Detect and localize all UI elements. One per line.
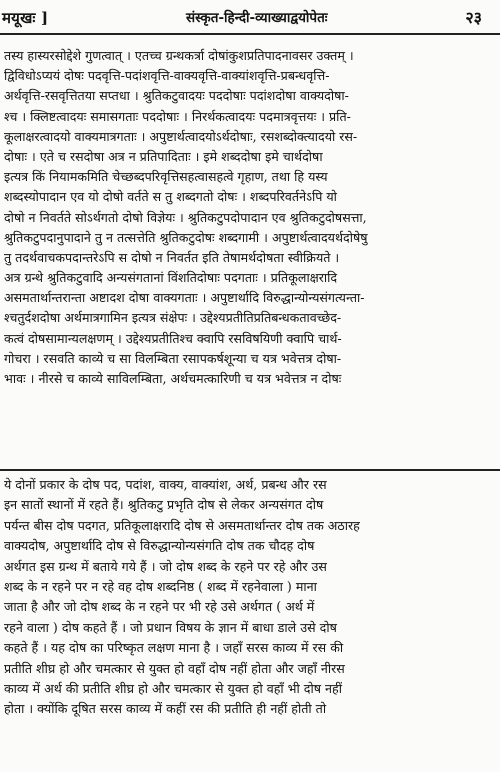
- sanskrit-line: कूलाक्षरत्वादयो वाक्यमात्रगताः । अपुष्टार्थत्वादयोऽर्थदोषाः, रसशब्दोक्त्यादयो रस-: [4, 128, 358, 144]
- sanskrit-line: अर्थवृत्ति-रसवृत्तितया सप्तधा । श्रुतिकटुवादयः पददोषाः पदांशदोषा वाक्यदोषा-: [4, 88, 349, 104]
- sanskrit-line: इत्यत्र किं नियामकमिति चेच्छब्दपरिवृत्तिसहत्वासहत्वे गृहाण, तथा हि यस्य: [4, 169, 328, 185]
- section-divider: [0, 469, 500, 471]
- hindi-line: रहने वाला ) दोष कहते हैं । जो प्रधान विषय के ज्ञान में बाधा डाले उसे दोष: [4, 619, 337, 635]
- sanskrit-line: श्च । क्लिष्टत्वादयः समासगताः पददोषाः । निरर्थकत्वादयः पदमात्रवृत्तयः । प्रति-: [4, 108, 351, 124]
- hindi-translation: [4, 475, 492, 720]
- running-head-title: संस्कृत-हिन्दी-व्याख्याद्वयोपेतः: [186, 10, 328, 26]
- page-header: [0, 0, 500, 34]
- hindi-line: शब्द के न रहने पर न रहे वह दोष शब्दनिष्ठ ( शब्द में रहनेवाला ) माना: [4, 578, 317, 594]
- sanskrit-line: अत्र ग्रन्थे श्रुतिकटुवादि अन्यसंगतानां विंशतिदोषाः पदगताः । प्रतिकूलाक्षरादि: [4, 270, 338, 286]
- hindi-line: प्रतीति शीघ्र हो और चमत्कार से युक्त हो वहाँ दोष नहीं होता और जहाँ नीरस: [4, 660, 345, 676]
- hindi-line: अर्थगत इस ग्रन्थ में बताये गये हैं । जो दोष शब्द के रहने पर रहे और उस: [4, 558, 327, 574]
- sanskrit-commentary: [4, 46, 492, 389]
- sanskrit-line: द्विविधोऽप्ययं दोषः पदवृत्ति-पदांशवृत्ति-वाक्यवृत्ति-वाक्यांशवृत्ति-प्रबन्धवृत्ति-: [4, 68, 330, 84]
- sanskrit-line: तस्य हास्यरसोद्देशे गुणत्वात् । एतच्च ग्रन्थकर्त्रा दोषांकुशप्रतिपादनावसर उक्तम् ।: [4, 48, 354, 63]
- sanskrit-line: भावः । नीरसे च काव्ये साविलम्बिता, अर्थचमत्कारिणी च यत्र भवेत्तत्र न दोषः: [4, 371, 342, 386]
- running-head-left: मयूखः ]: [2, 9, 49, 27]
- hindi-line: जाता है और जो दोष शब्द के न रहने पर भी रहे उसे अर्थगत ( अर्थ में: [4, 599, 315, 615]
- sanskrit-line: गोचरा । रसवति काव्ये च सा विलम्बिता रसापकर्षशून्या च यत्र भवेत्तत्र दोषा-: [4, 350, 342, 366]
- sanskrit-line: तु तदर्थवाचकपदान्तरेऽपि स दोषो न निवर्तत इति तेषामर्थदोषता स्वीक्रियते ।: [4, 249, 340, 265]
- sanskrit-line: दोषो न निवर्तते सोऽर्थगतो दोषो विज्ञेयः । श्रुतिकटुपदोपादान एव श्रुतिकटुदोषसत्ता,: [4, 209, 367, 225]
- hindi-line: वाक्यदोष, अपुष्टार्थादि दोष से विरुद्धान्योन्यसंगति दोष तक चौदह दोष: [4, 538, 315, 554]
- hindi-line: ये दोनों प्रकार के दोष पद, पदांश, वाक्य, वाक्यांश, अर्थ, प्रबन्ध और रस: [4, 477, 327, 492]
- hindi-line: पर्यन्त बीस दोष पदगत, प्रतिकूलाक्षरादि दोष से असमतार्थान्तर दोष तक अठारह: [4, 517, 360, 533]
- hindi-line: कहते हैं । यह दोष का परिष्कृत लक्षण माना है । जहाँ सरस काव्य में रस की: [4, 640, 344, 656]
- hindi-line: होता । क्योंकि दूषित सरस काव्य में कहीं रस की प्रतीति ही नहीं होती तो: [4, 701, 327, 717]
- sanskrit-line: कत्वं दोषसामान्यलक्षणम् । उद्देश्यप्रतीतिश्च क्वापि रसविषयिणी क्वापि चार्थ-: [4, 330, 342, 346]
- hindi-line: इन सातों स्थानों में रहते हैं। श्रुतिकटु प्रभृति दोष से लेकर अन्यसंगत दोष: [4, 497, 324, 513]
- hindi-line: काव्य में अर्थ की प्रतीति शीघ्र हो और चमत्कार से युक्त हो वहाँ भी दोष नहीं: [4, 680, 342, 696]
- page-number: २३: [465, 8, 482, 27]
- sanskrit-line: श्चतुर्दशदोषा अर्थमात्रगामिन इत्यत्र संक्षेपः । उद्देश्यप्रतीतिप्रतिबन्धकतावच्छेद-: [4, 310, 342, 326]
- header-rule: [0, 33, 500, 35]
- sanskrit-line: असमतार्थान्तरान्ता अष्टादश दोषा वाक्यगताः । अपुष्टार्थादि विरुद्धान्योन्यसंगत्यन्ता-: [4, 290, 365, 306]
- sanskrit-line: शब्दस्योपादान एव यो दोषो वर्तते स तु शब्दगतो दोषः । शब्दपरिवर्तनेऽपि यो: [4, 189, 337, 205]
- sanskrit-line: दोषाः । एते च रसदोषा अत्र न प्रतिपादिताः । इमे शब्ददोषा इमे चार्थदोषा: [4, 148, 323, 164]
- sanskrit-line: श्रुतिकटुपदानुपादाने तु न तत्सत्तेति श्रुतिकटुदोषः शब्दगामी । अपुष्टार्थत्वादयर्थदोषेषु: [4, 229, 368, 245]
